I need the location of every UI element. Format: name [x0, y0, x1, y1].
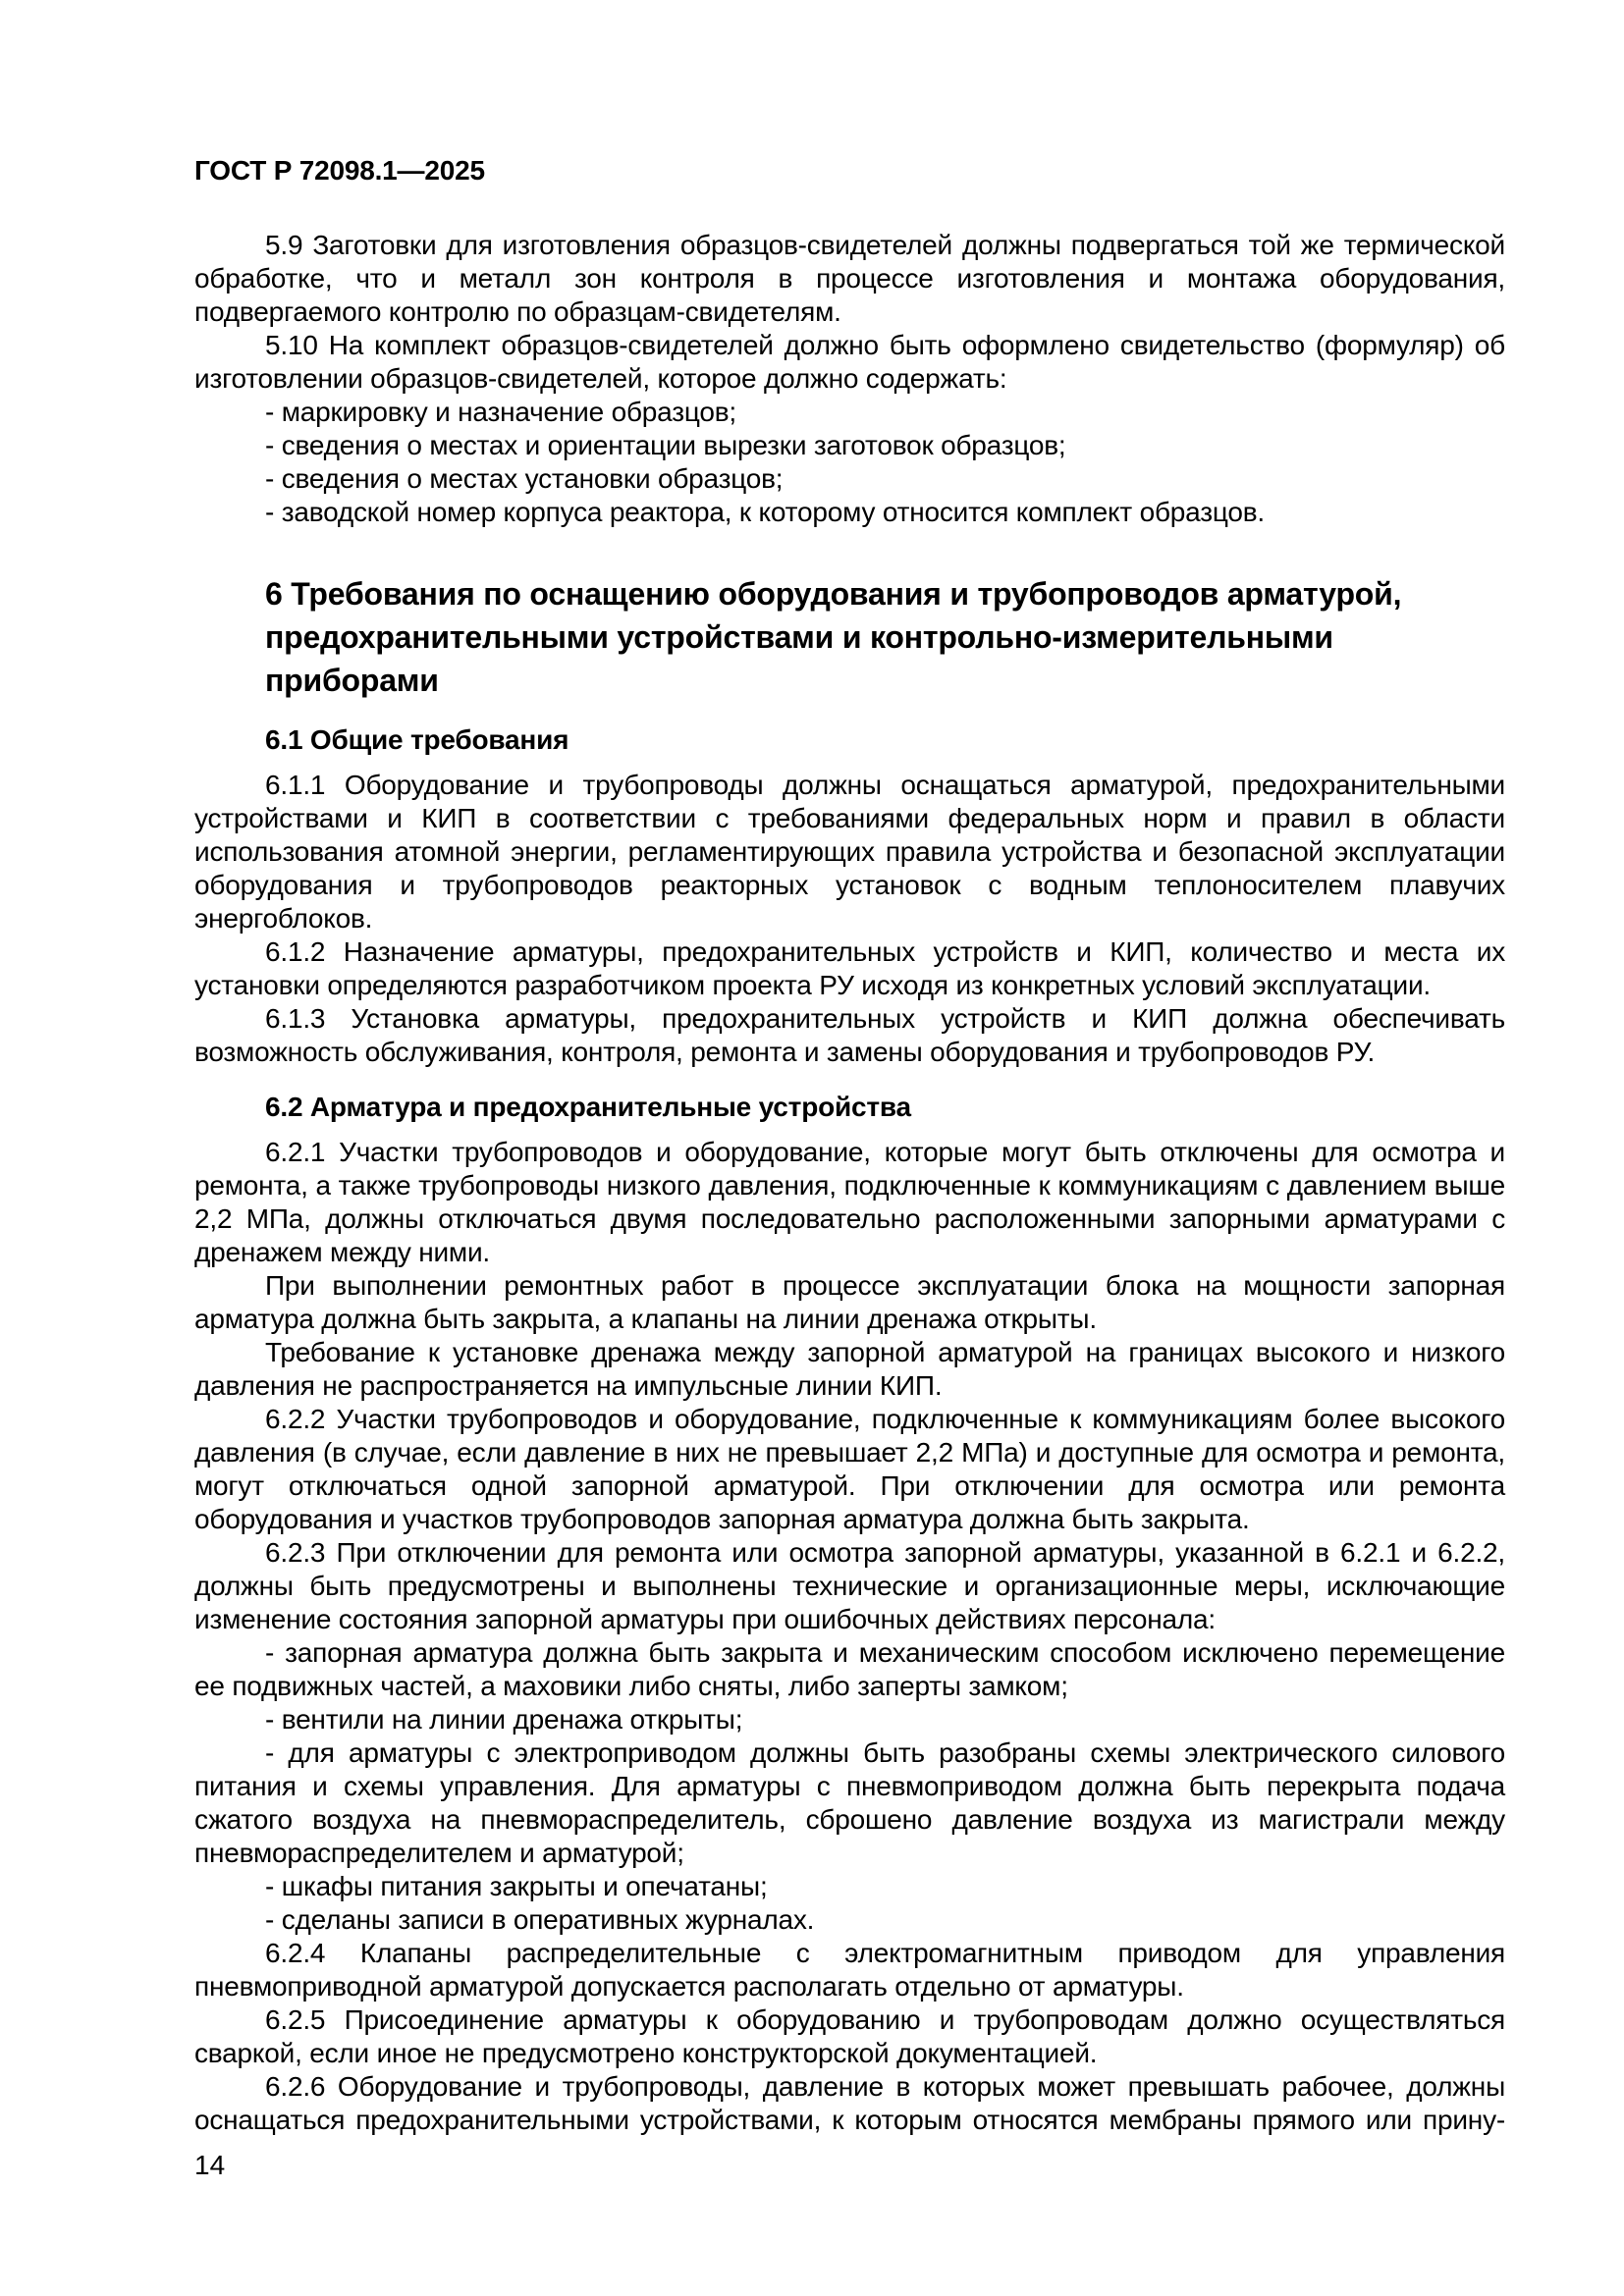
clause-6-1-2: 6.1.2 Назначение арматуры, предохранительных устройств и КИП, количество и места их установки определяются разработчиком проекта РУ исходя из конкретных условий эксплуатации. [194, 936, 1505, 1000]
list-item-electric-pneumatic-actuators: - для арматуры с электроприводом должны быть разобраны схемы электрического силового питания и схемы управления. Для арматуры с пневмоприводом должна быть перекрыта подача сжатого воздуха на пневмораспределитель, сброшено давление воздуха из магистрали между пневмораспределителем и арматурой; [194, 1737, 1505, 1868]
clause-5-10: 5.10 На комплект образцов-свидетелей должно быть оформлено свидетельство (формуляр) об изготовлении образцов-свидетелей, которое должно содержать: [194, 330, 1505, 394]
clause-6-2-3: 6.2.3 При отключении для ремонта или осмотра запорной арматуры, указанной в 6.2.1 и 6.2.2, должны быть предусмотрены и выполнены технические и организационные меры, исключающие изменение состояния запорной арматуры при ошибочных действиях персонала: [194, 1537, 1505, 1634]
clause-6-2-4: 6.2.4 Клапаны распределительные с электромагнитным приводом для управления пневмоприводной арматурой допускается располагать отдельно от арматуры. [194, 1938, 1505, 2002]
section-6-heading: 6 Требования по оснащению оборудования и трубопроводов арматурой, предохранительными устройствами и контрольно-измерительными приборами [265, 576, 1402, 698]
clause-6-1-3: 6.1.3 Установка арматуры, предохранительных устройств и КИП должна обеспечивать возможность обслуживания, контроля, ремонта и замены оборудования и трубопроводов РУ. [194, 1003, 1505, 1067]
list-item-log-entries: - сделаны записи в оперативных журналах. [265, 1904, 815, 1935]
list-item-reactor-serial-number: - заводской номер корпуса реактора, к которому относится комплект образцов. [265, 497, 1265, 527]
clause-6-2-1-para2: При выполнении ремонтных работ в процессе эксплуатации блока на мощности запорная арматура должна быть закрыта, а клапаны на линии дренажа открыты. [194, 1270, 1505, 1334]
list-item-cutting-locations: - сведения о местах и ориентации вырезки заготовок образцов; [265, 430, 1066, 460]
clause-6-2-1: 6.2.1 Участки трубопроводов и оборудование, которые могут быть отключены для осмотра и ремонта, а также трубопроводы низкого давления, подключенные к коммуникациям с давлением выше 2,2 МПа, должны отключаться двумя последовательно расположенными запорными арматурами с дренажем между ними. [194, 1137, 1505, 1267]
clause-6-2-5: 6.2.5 Присоединение арматуры к оборудованию и трубопроводам должно осуществляться сваркой, если иное не предусмотрено конструкторской документацией. [194, 2004, 1505, 2068]
clause-6-2-6: 6.2.6 Оборудование и трубопроводы, давление в которых может превышать рабочее, должны оснащаться предохранительными устройствами, к которым относятся мембраны прямого или прину- [194, 2071, 1505, 2135]
clause-5-9: 5.9 Заготовки для изготовления образцов-свидетелей должны подвергаться той же термической обработке, что и металл зон контроля в процессе изготовления и монтажа оборудования, подвергаемого контролю по образцам-свидетелям. [194, 230, 1505, 327]
list-item-valve-locked: - запорная арматура должна быть закрыта и механическим способом исключено перемещение ее подвижных частей, а маховики либо сняты, либо заперты замком; [194, 1637, 1505, 1701]
subsection-6-1-heading: 6.1 Общие требования [265, 724, 569, 755]
list-item-supply-cabinets-sealed: - шкафы питания закрыты и опечатаны; [265, 1871, 768, 1901]
clause-6-1-1: 6.1.1 Оборудование и трубопроводы должны оснащаться арматурой, предохранительными устройствами и КИП в соответствии с требованиями федеральных норм и правил в области использования атомной энергии, регламентирующих правила устройства и безопасной эксплуатации оборудования и трубопроводов реакторных установок с водным теплоносителем плавучих энергоблоков. [194, 770, 1505, 934]
page-number: 14 [194, 2150, 226, 2180]
list-item-marking: - маркировку и назначение образцов; [265, 397, 736, 427]
clause-6-2-2: 6.2.2 Участки трубопроводов и оборудование, подключенные к коммуникациям более высокого давления (в случае, если давление в них не превышает 2,2 МПа) и доступные для осмотра и ремонта, могут отключаться одной запорной арматурой. При отключении для осмотра или ремонта оборудования и участков трубопроводов запорная арматура должна быть закрыта. [194, 1404, 1505, 1534]
list-item-drain-valves-open: - вентили на линии дренажа открыты; [265, 1704, 743, 1735]
list-item-installation-locations: - сведения о местах установки образцов; [265, 463, 784, 494]
clause-6-2-1-para3: Требование к установке дренажа между запорной арматурой на границах высокого и низкого давления не распространяется на импульсные линии КИП. [194, 1337, 1505, 1401]
subsection-6-2-heading: 6.2 Арматура и предохранительные устройства [265, 1092, 911, 1122]
standard-designation: ГОСТ Р 72098.1—2025 [194, 155, 485, 186]
